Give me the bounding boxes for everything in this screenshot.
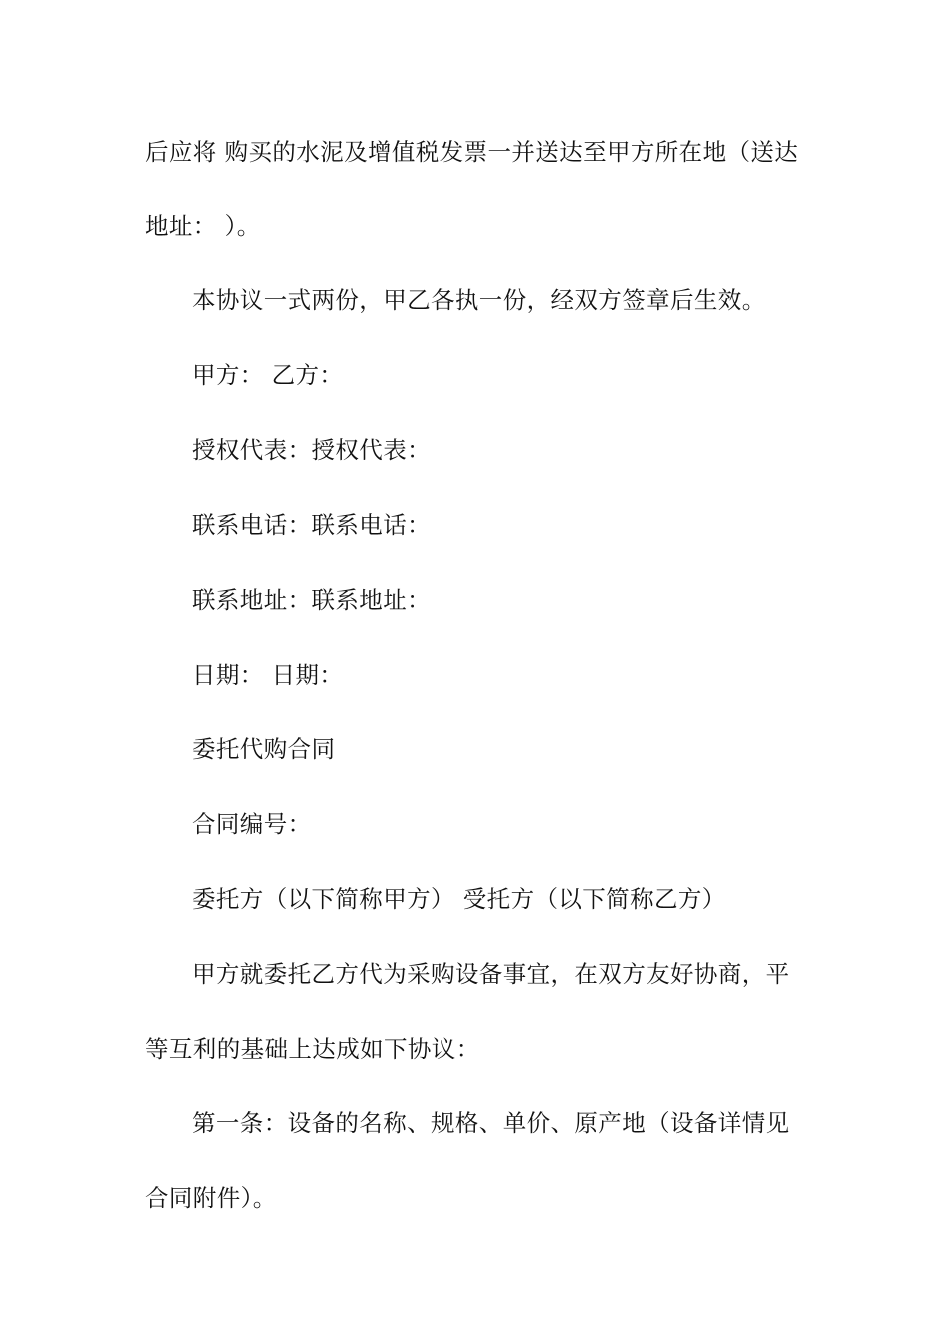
- contract-title: 委托代购合同: [192, 735, 336, 763]
- text-line: 后应将 购买的水泥及增值税发票一并送达至甲方所在地（送达: [145, 138, 799, 166]
- address-line: 联系地址：联系地址：: [192, 586, 431, 614]
- date-line: 日期： 日期：: [192, 661, 344, 689]
- signature-parties-line: 甲方： 乙方：: [192, 361, 344, 389]
- text-line: 合同附件）。: [145, 1184, 277, 1212]
- text-line: 地址： ）。: [145, 212, 261, 240]
- text-line: 等互利的基础上达成如下协议：: [145, 1035, 480, 1063]
- representative-line: 授权代表：授权代表：: [192, 436, 431, 464]
- phone-line: 联系电话：联系电话：: [192, 511, 431, 539]
- article-one-line: 第一条：设备的名称、规格、单价、原产地（设备详情见: [192, 1109, 790, 1137]
- contract-number-line: 合同编号：: [192, 810, 312, 838]
- parties-line: 委托方（以下简称甲方） 受托方（以下简称乙方）: [192, 885, 726, 913]
- text-line: 甲方就委托乙方代为采购设备事宜，在双方友好协商，平: [192, 960, 790, 988]
- text-line: 本协议一式两份，甲乙各执一份，经双方签章后生效。: [192, 286, 766, 314]
